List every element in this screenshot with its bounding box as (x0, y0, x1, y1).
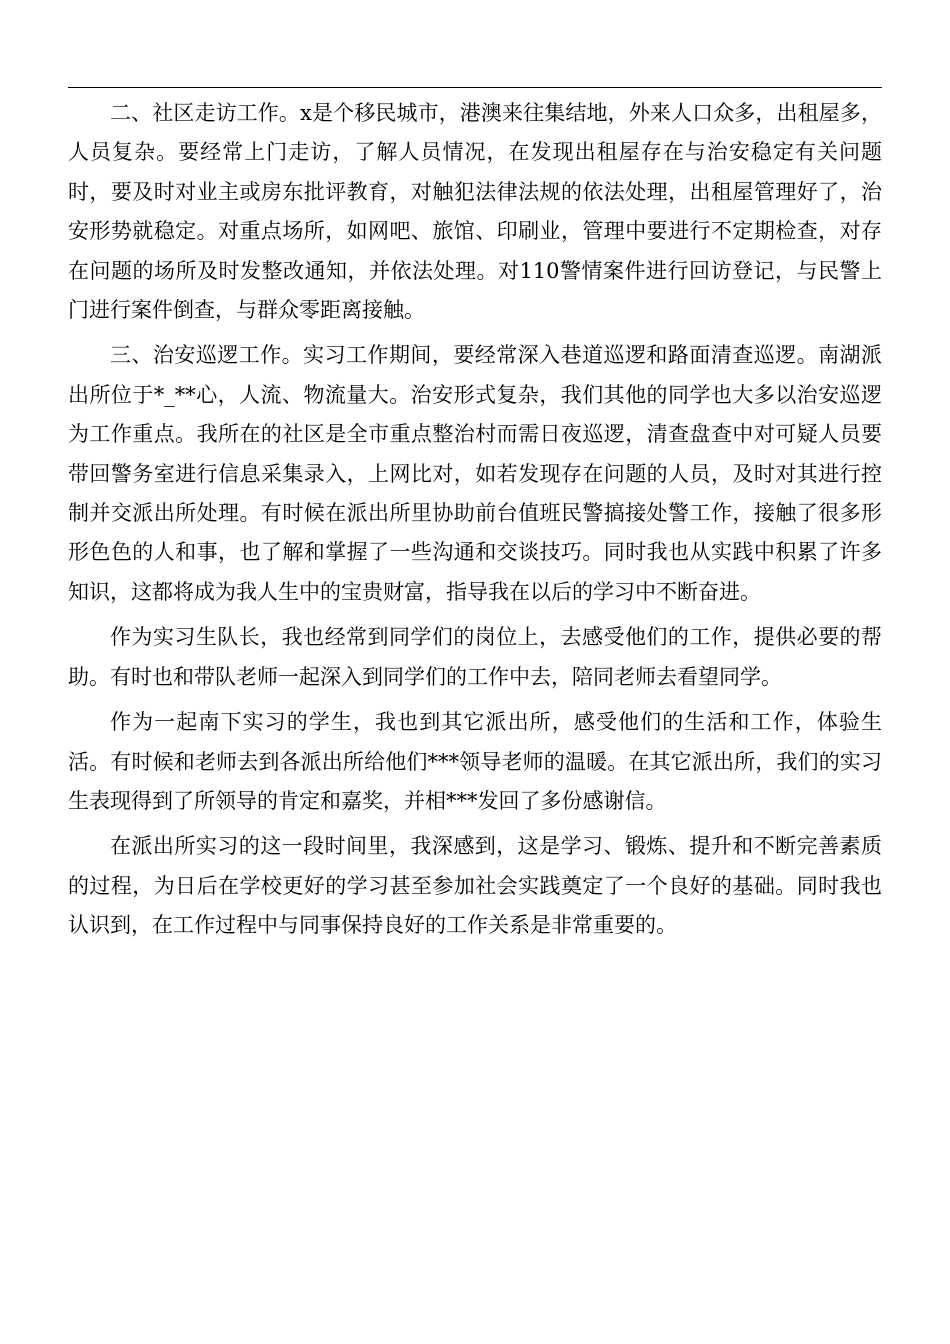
paragraph-conclusion: 在派出所实习的这一段时间里，我深感到，这是学习、锻炼、提升和不断完善素质的过程，为日后在学校更好的学习甚至参加社会实践奠定了一个良好的基础。同时我也认识到，在工作过程中与同事保持良好的工作关系是非常重要的。 (68, 834, 882, 938)
document-body (68, 94, 882, 946)
paragraph-team-leader: 作为实习生队长，我也经常到同学们的岗位上，去感受他们的工作，提供必要的帮助。有时也和带队老师一起深入到同学们的工作中去，陪同老师去看望同学。 (68, 625, 882, 689)
header-rule (68, 87, 882, 88)
paragraph-security-patrol: 三、治安巡逻工作。实习工作期间，要经常深入巷道巡逻和路面清查巡逻。南湖派出所位于*_**心，人流、物流量大。治安形式复杂，我们其他的同学也大多以治安巡逻为工作重点。我所在的社区是全市重点整治村而需日夜巡逻，清查盘查中对可疑人员要带回警务室进行信息采集录入，上网比对，如若发现存在问题的人员，及时对其进行控制并交派出所处理。有时候在派出所里协助前台值班民警搞接处警工作，接触了很多形形色色的人和事，也了解和掌握了一些沟通和交谈技巧。同时我也从实践中积累了许多知识，这都将成为我人生中的宝贵财富，指导我在以后的学习中不断奋进。 (68, 343, 882, 604)
paragraph-community-visits: 二、社区走访工作。x是个移民城市，港澳来往集结地，外来人口众多，出租屋多，人员复杂。要经常上门走访，了解人员情况，在发现出租屋存在与治安稳定有关问题时，要及时对业主或房东批评教育，对触犯法律法规的依法处理，出租屋管理好了，治安形势就稳定。对重点场所，如网吧、旅馆、印刷业，管理中要进行不定期检查，对存在问题的场所及时发整改通知，并依法处理。对110警情案件进行回访登记，与民警上门进行案件倒查，与群众零距离接触。 (68, 101, 882, 323)
paragraph-other-stations: 作为一起南下实习的学生，我也到其它派出所，感受他们的生活和工作，体验生活。有时候和老师去到各派出所给他们***领导老师的温暖。在其它派出所，我们的实习生表现得到了所领导的肯定和嘉奖，并相***发回了多份感谢信。 (68, 710, 882, 813)
